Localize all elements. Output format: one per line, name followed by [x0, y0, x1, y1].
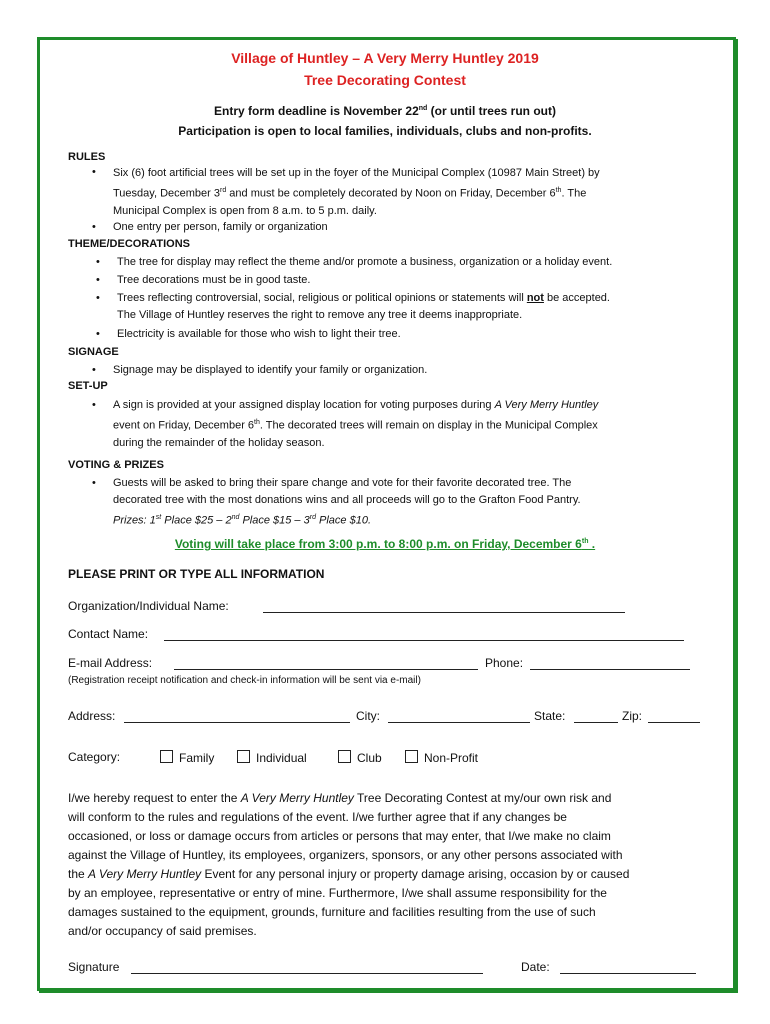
state-label: State: — [534, 709, 566, 723]
rules-item-2: One entry per person, family or organization — [113, 221, 328, 233]
org-name-label: Organization/Individual Name: — [68, 599, 229, 613]
theme-item-4: Electricity is available for those who wish to light their tree. — [117, 328, 401, 340]
address-field[interactable] — [124, 722, 350, 723]
signage-heading: SIGNAGE — [68, 346, 119, 358]
bullet: • — [96, 256, 100, 268]
bullet: • — [92, 221, 96, 233]
form-heading: PLEASE PRINT OR TYPE ALL INFORMATION — [68, 567, 325, 581]
setup-heading: SET-UP — [68, 380, 108, 392]
email-label: E-mail Address: — [68, 656, 153, 670]
contact-name-field[interactable] — [164, 640, 684, 641]
city-field[interactable] — [388, 722, 530, 723]
org-name-field[interactable] — [263, 612, 625, 613]
checkbox-icon[interactable] — [160, 750, 173, 763]
theme-item-2: Tree decorations must be in good taste. — [117, 274, 311, 286]
bullet: • — [96, 274, 100, 286]
voting-heading: VOTING & PRIZES — [68, 459, 164, 471]
deadline-line: Entry form deadline is November 22nd (or until trees run out) — [214, 104, 556, 118]
page-subtitle: Tree Decorating Contest — [304, 72, 466, 88]
category-label: Category: — [68, 750, 121, 764]
rules-item-1: Six (6) foot artificial trees will be set up in the foyer of the Municipal Complex (10987 Main Street) by Tuesday, December 3rd and must be completely decorated by Noon on Friday, December 6th. The Municipal Complex is open from 8 a.m. to 5 p.m. daily. — [113, 167, 600, 217]
bullet: • — [92, 364, 96, 376]
contact-name-label: Contact Name: — [68, 627, 149, 641]
voting-item-1: Guests will be asked to bring their spare change and vote for their favorite decorated tree. The decorated tree with the most donations wins and all proceeds will go to the Grafton Food Pantry. Prizes: 1st Place $25 – 2nd Place $15 – 3rd Place $10. — [113, 477, 581, 527]
signature-label: Signature — [68, 960, 120, 974]
signature-field[interactable] — [131, 973, 483, 974]
state-field[interactable] — [574, 722, 618, 723]
rules-heading: RULES — [68, 151, 106, 163]
theme-item-1: The tree for display may reflect the theme and/or promote a business, organization or a holiday event. — [117, 256, 613, 268]
category-nonprofit-option[interactable]: Non-Profit — [405, 750, 478, 765]
bullet: • — [96, 292, 100, 304]
zip-label: Zip: — [622, 709, 643, 723]
page-title: Village of Huntley – A Very Merry Huntley 2019 — [231, 50, 539, 66]
waiver-paragraph: I/we hereby request to enter the A Very Merry Huntley Tree Decorating Contest at my/our own risk and will conform to the rules and regulations of the event. I/we further agree that if any changes be occasioned, or loss or damage occurs from articles or persons that may enter, that I/we make no claim against the Village of Huntley, its employees, organizers, sponsors, or any other persons associated with the A Very Merry Huntley Event for any personal injury or property damage arising, occasion by or caused by an employee, representative or entry of mine. Furthermore, I/we shall assume responsibility for the damages sustained to the equipment, grounds, furniture and facilities resulting from the use of such and/or occupancy of said premises. — [68, 791, 630, 938]
bullet: • — [96, 328, 100, 340]
phone-label: Phone: — [485, 656, 524, 670]
category-club-option[interactable]: Club — [338, 750, 382, 765]
email-note: (Registration receipt notification and check-in information will be sent via e-mail) — [68, 675, 421, 686]
date-field[interactable] — [560, 973, 696, 974]
signage-item-1: Signage may be displayed to identify your family or organization. — [113, 364, 428, 376]
setup-item-1: A sign is provided at your assigned display location for voting purposes during A Very Merry Huntley event on Friday, December 6th. The decorated trees will remain on display in the Municipal Complex during the remainder of the holiday season. — [113, 399, 599, 449]
category-individual-option[interactable]: Individual — [237, 750, 307, 765]
checkbox-icon[interactable] — [405, 750, 418, 763]
theme-heading: THEME/DECORATIONS — [68, 238, 191, 250]
address-label: Address: — [68, 709, 116, 723]
checkbox-icon[interactable] — [237, 750, 250, 763]
zip-field[interactable] — [648, 722, 700, 723]
bullet: • — [92, 399, 96, 411]
date-label: Date: — [521, 960, 550, 974]
bullet: • — [92, 166, 96, 178]
participation-line: Participation is open to local families, individuals, clubs and non-profits. — [178, 124, 592, 138]
city-label: City: — [356, 709, 380, 723]
category-family-option[interactable]: Family — [160, 750, 214, 765]
voting-time: Voting will take place from 3:00 p.m. to 8:00 p.m. on Friday, December 6th . — [174, 537, 596, 551]
theme-item-3: Trees reflecting controversial, social, religious or political opinions or statements will not be accepted. The Village of Huntley reserves the right to remove any tree it deems inappropriate. — [117, 292, 610, 321]
email-field[interactable] — [174, 669, 478, 670]
checkbox-icon[interactable] — [338, 750, 351, 763]
phone-field[interactable] — [530, 669, 690, 670]
bullet: • — [92, 477, 96, 489]
